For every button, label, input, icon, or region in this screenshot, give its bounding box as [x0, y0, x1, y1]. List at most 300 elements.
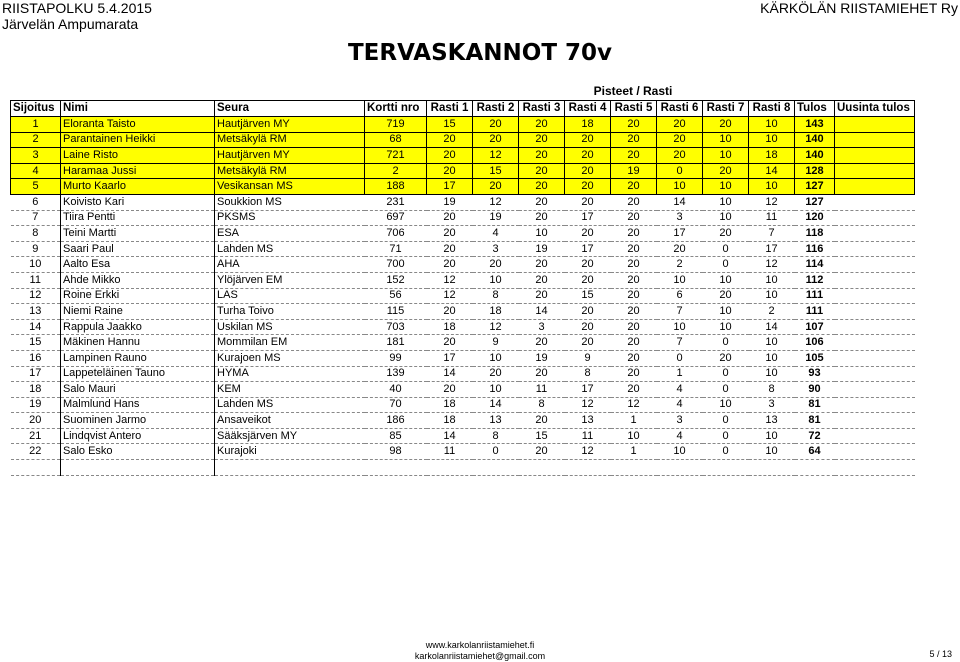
column-header: Rasti 4	[565, 101, 611, 117]
table-cell: 20	[519, 148, 565, 164]
table-cell: 20	[703, 226, 749, 242]
table-cell: Turha Toivo	[215, 304, 365, 320]
table-cell: 10	[749, 366, 795, 382]
table-cell: 19	[519, 350, 565, 366]
table-cell: 17	[427, 350, 473, 366]
table-cell: 20	[519, 163, 565, 179]
table-cell	[835, 366, 915, 382]
table-cell: 3	[657, 413, 703, 429]
table-cell: 1	[11, 117, 61, 133]
table-cell: 3	[657, 210, 703, 226]
column-header: Uusinta tulos	[835, 101, 915, 117]
table-cell: KEM	[215, 382, 365, 398]
table-cell: Lahden MS	[215, 241, 365, 257]
table-cell: 10	[657, 444, 703, 460]
column-header: Nimi	[61, 101, 215, 117]
table-cell: 20	[703, 163, 749, 179]
table-cell	[215, 460, 365, 476]
table-cell: 0	[703, 413, 749, 429]
table-cell	[835, 179, 915, 195]
footer-website: www.karkolanriistamiehet.fi	[425, 640, 535, 650]
table-cell: Saari Paul	[61, 241, 215, 257]
table-cell	[835, 241, 915, 257]
points-group-header: Pisteet / Rasti	[593, 84, 673, 98]
table-cell: 20	[519, 179, 565, 195]
table-cell: 12	[565, 397, 611, 413]
table-cell: 8	[473, 288, 519, 304]
table-cell: 20	[519, 413, 565, 429]
table-cell	[835, 304, 915, 320]
table-cell: 14	[427, 428, 473, 444]
table-cell: 700	[365, 257, 427, 273]
table-cell: 8	[473, 428, 519, 444]
table-cell	[835, 460, 915, 476]
table-cell: 12	[427, 272, 473, 288]
table-cell: PKSMS	[215, 210, 365, 226]
table-cell	[835, 397, 915, 413]
page-number: 5 / 13	[929, 649, 952, 659]
table-cell: ESA	[215, 226, 365, 242]
table-row	[11, 210, 915, 226]
table-cell: Tiira Pentti	[61, 210, 215, 226]
table-cell	[427, 460, 473, 476]
table-cell	[835, 288, 915, 304]
venue: Järvelän Ampumarata	[2, 16, 139, 32]
table-cell: 1	[611, 413, 657, 429]
table-row	[11, 366, 915, 382]
table-cell: 719	[365, 117, 427, 133]
table-cell	[835, 257, 915, 273]
table-cell: 14	[11, 319, 61, 335]
table-cell: 10	[749, 288, 795, 304]
table-cell	[835, 148, 915, 164]
table-cell: 115	[365, 304, 427, 320]
table-cell: 20	[703, 350, 749, 366]
table-cell: 152	[365, 272, 427, 288]
table-row	[11, 148, 915, 164]
table-cell: Hautjärven MY	[215, 117, 365, 133]
table-cell: 12	[749, 194, 795, 210]
table-cell: 20	[565, 272, 611, 288]
table-cell: 40	[365, 382, 427, 398]
table-cell: 20	[427, 132, 473, 148]
table-cell: 20	[611, 288, 657, 304]
table-cell: 20	[611, 272, 657, 288]
table-cell: 2	[749, 304, 795, 320]
table-cell: 10	[703, 397, 749, 413]
table-cell: 111	[795, 304, 835, 320]
table-cell: 10	[749, 428, 795, 444]
table-cell: 71	[365, 241, 427, 257]
table-cell: 107	[795, 319, 835, 335]
table-cell: 20	[519, 366, 565, 382]
table-cell: 0	[703, 257, 749, 273]
table-row	[11, 194, 915, 210]
column-header: Rasti 3	[519, 101, 565, 117]
table-cell: 15	[565, 288, 611, 304]
table-row	[11, 428, 915, 444]
table-cell: 11	[519, 382, 565, 398]
table-cell: 20	[519, 194, 565, 210]
table-cell: 8	[565, 366, 611, 382]
header-left	[2, 0, 152, 32]
table-cell: 20	[11, 413, 61, 429]
table-cell: 17	[565, 382, 611, 398]
table-cell: 18	[11, 382, 61, 398]
table-cell: 10	[749, 335, 795, 351]
table-cell	[835, 382, 915, 398]
table-cell	[835, 194, 915, 210]
table-cell	[703, 460, 749, 476]
table-cell: 15	[519, 428, 565, 444]
table-row	[11, 179, 915, 195]
table-cell	[835, 413, 915, 429]
table-cell: 20	[519, 288, 565, 304]
table-cell	[835, 163, 915, 179]
table-row	[11, 382, 915, 398]
table-cell: Aalto Esa	[61, 257, 215, 273]
table-cell: 20	[565, 132, 611, 148]
table-cell	[835, 272, 915, 288]
table-cell: 4	[657, 428, 703, 444]
table-cell: Lahden MS	[215, 397, 365, 413]
table-cell	[519, 460, 565, 476]
table-cell: 18	[749, 148, 795, 164]
table-row	[11, 335, 915, 351]
table-cell: 20	[703, 288, 749, 304]
table-cell: Ansaveikot	[215, 413, 365, 429]
table-cell: LAS	[215, 288, 365, 304]
table-cell: 17	[565, 210, 611, 226]
table-cell: 10	[703, 132, 749, 148]
column-header: Kortti nro	[365, 101, 427, 117]
table-cell: 0	[703, 428, 749, 444]
table-row	[11, 319, 915, 335]
table-cell: 20	[519, 272, 565, 288]
table-cell: 20	[427, 241, 473, 257]
table-cell	[835, 226, 915, 242]
table-row	[11, 460, 915, 476]
table-cell: Kurajoki	[215, 444, 365, 460]
table-cell: 20	[519, 132, 565, 148]
column-header: Seura	[215, 101, 365, 117]
table-cell: 12	[473, 194, 519, 210]
table-row	[11, 257, 915, 273]
table-cell: 13	[11, 304, 61, 320]
table-cell: Kurajoen MS	[215, 350, 365, 366]
table-cell: 0	[703, 335, 749, 351]
event-title: RIISTAPOLKU 5.4.2015	[2, 0, 152, 16]
results-table	[10, 100, 915, 476]
table-row	[11, 288, 915, 304]
table-cell: Soukkion MS	[215, 194, 365, 210]
table-cell: 19	[519, 241, 565, 257]
table-header-row	[11, 101, 915, 117]
table-cell: 85	[365, 428, 427, 444]
table-cell: 20	[473, 117, 519, 133]
column-header: Rasti 8	[749, 101, 795, 117]
table-cell: 10	[749, 179, 795, 195]
table-cell: 20	[611, 226, 657, 242]
table-cell	[835, 210, 915, 226]
table-row	[11, 304, 915, 320]
table-cell: 4	[11, 163, 61, 179]
table-cell: 120	[795, 210, 835, 226]
table-cell: 0	[657, 163, 703, 179]
table-cell: 8	[749, 382, 795, 398]
table-cell: 14	[519, 304, 565, 320]
table-cell: Rappula Jaakko	[61, 319, 215, 335]
table-cell: HYMA	[215, 366, 365, 382]
table-cell: 20	[427, 257, 473, 273]
table-cell: Hautjärven MY	[215, 148, 365, 164]
table-cell: 20	[657, 132, 703, 148]
table-cell: 697	[365, 210, 427, 226]
table-cell	[835, 319, 915, 335]
table-cell: 12	[749, 257, 795, 273]
footer-email: karkolanriistamiehet@gmail.com	[414, 651, 546, 661]
table-cell: Laine Risto	[61, 148, 215, 164]
table-cell: 20	[565, 257, 611, 273]
table-cell: 721	[365, 148, 427, 164]
table-cell: 15	[11, 335, 61, 351]
table-cell: 10	[749, 444, 795, 460]
table-cell: 19	[611, 163, 657, 179]
table-cell: 9	[11, 241, 61, 257]
table-row	[11, 350, 915, 366]
table-cell: Niemi Raine	[61, 304, 215, 320]
table-cell: 20	[657, 148, 703, 164]
table-cell: 93	[795, 366, 835, 382]
table-cell: 10	[657, 179, 703, 195]
table-cell: 20	[703, 117, 749, 133]
table-cell: 7	[657, 304, 703, 320]
table-cell: Murto Kaarlo	[61, 179, 215, 195]
table-cell: 105	[795, 350, 835, 366]
table-row	[11, 444, 915, 460]
table-cell: 10	[519, 226, 565, 242]
table-cell: 19	[11, 397, 61, 413]
table-cell: 12	[11, 288, 61, 304]
table-cell: Malmlund Hans	[61, 397, 215, 413]
table-cell	[835, 350, 915, 366]
table-cell: Salo Esko	[61, 444, 215, 460]
table-cell: Lappeteläinen Tauno	[61, 366, 215, 382]
table-cell: 20	[473, 366, 519, 382]
table-cell: 20	[565, 319, 611, 335]
table-cell: 68	[365, 132, 427, 148]
table-cell: 17	[427, 179, 473, 195]
table-cell: 4	[473, 226, 519, 242]
table-cell: 10	[473, 272, 519, 288]
table-cell: 7	[657, 335, 703, 351]
table-cell: 1	[611, 444, 657, 460]
table-cell: 20	[611, 257, 657, 273]
table-cell: 10	[703, 179, 749, 195]
column-header: Rasti 5	[611, 101, 657, 117]
table-cell: 98	[365, 444, 427, 460]
table-cell: 2	[365, 163, 427, 179]
table-cell: Suominen Jarmo	[61, 413, 215, 429]
table-cell: 20	[657, 241, 703, 257]
table-cell: 10	[611, 428, 657, 444]
table-cell: 10	[11, 257, 61, 273]
table-cell: 10	[749, 272, 795, 288]
table-cell: 111	[795, 288, 835, 304]
table-cell: 20	[565, 179, 611, 195]
table-cell: 22	[11, 444, 61, 460]
table-cell	[365, 460, 427, 476]
table-cell: 3	[473, 241, 519, 257]
table-cell: 9	[473, 335, 519, 351]
table-cell	[795, 460, 835, 476]
table-cell: 10	[657, 272, 703, 288]
table-cell: AHA	[215, 257, 365, 273]
table-row	[11, 241, 915, 257]
table-cell	[835, 132, 915, 148]
table-cell: 116	[795, 241, 835, 257]
table-cell: 703	[365, 319, 427, 335]
table-cell: 10	[703, 194, 749, 210]
table-cell: 17	[749, 241, 795, 257]
table-row	[11, 226, 915, 242]
table-cell: 81	[795, 397, 835, 413]
table-cell: 10	[703, 319, 749, 335]
table-cell: 10	[749, 350, 795, 366]
table-cell: 20	[611, 319, 657, 335]
table-cell: Vesikansan MS	[215, 179, 365, 195]
table-cell: 20	[427, 210, 473, 226]
table-cell: 7	[749, 226, 795, 242]
table-cell: 20	[427, 304, 473, 320]
table-cell: 17	[11, 366, 61, 382]
table-cell: 20	[519, 257, 565, 273]
column-header: Rasti 6	[657, 101, 703, 117]
table-row	[11, 272, 915, 288]
table-cell: 20	[427, 148, 473, 164]
table-cell: 20	[611, 304, 657, 320]
table-cell: 0	[703, 444, 749, 460]
table-body	[11, 117, 915, 476]
column-header: Tulos	[795, 101, 835, 117]
table-cell: 20	[611, 132, 657, 148]
table-cell	[657, 460, 703, 476]
table-cell: 140	[795, 132, 835, 148]
table-cell: Sääksjärven MY	[215, 428, 365, 444]
table-cell: 20	[519, 444, 565, 460]
table-cell: 188	[365, 179, 427, 195]
table-cell: 1	[657, 366, 703, 382]
table-cell: 11	[749, 210, 795, 226]
table-cell: 18	[565, 117, 611, 133]
table-cell: 20	[565, 148, 611, 164]
table-cell: 127	[795, 179, 835, 195]
table-cell: 13	[565, 413, 611, 429]
table-cell: 186	[365, 413, 427, 429]
table-cell: Teini Martti	[61, 226, 215, 242]
table-cell	[749, 460, 795, 476]
table-cell	[835, 117, 915, 133]
table-cell: 11	[427, 444, 473, 460]
table-cell: 20	[565, 304, 611, 320]
table-cell: 127	[795, 194, 835, 210]
table-cell: 20	[565, 163, 611, 179]
table-cell: Eloranta Taisto	[61, 117, 215, 133]
table-cell: 20	[473, 132, 519, 148]
table-cell: 12	[473, 319, 519, 335]
table-cell: 10	[703, 210, 749, 226]
table-cell: Metsäkylä RM	[215, 163, 365, 179]
table-cell: 3	[11, 148, 61, 164]
table-cell: 10	[703, 272, 749, 288]
table-cell: 20	[611, 382, 657, 398]
table-cell: 13	[473, 413, 519, 429]
table-cell: 20	[473, 179, 519, 195]
table-cell: Metsäkylä RM	[215, 132, 365, 148]
table-cell: 143	[795, 117, 835, 133]
table-cell: 4	[657, 397, 703, 413]
table-cell: 13	[749, 413, 795, 429]
table-cell: 2	[657, 257, 703, 273]
table-cell: 0	[703, 366, 749, 382]
table-cell: 81	[795, 413, 835, 429]
table-cell: 64	[795, 444, 835, 460]
table-cell: 10	[657, 319, 703, 335]
table-cell: 20	[611, 148, 657, 164]
table-cell: 20	[565, 335, 611, 351]
table-cell: Lindqvist Antero	[61, 428, 215, 444]
table-cell: 3	[519, 319, 565, 335]
table-row	[11, 163, 915, 179]
table-row	[11, 397, 915, 413]
table-cell: 20	[611, 194, 657, 210]
table-cell: 18	[427, 319, 473, 335]
table-cell: 181	[365, 335, 427, 351]
table-cell: 7	[11, 210, 61, 226]
organizer: KÄRKÖLÄN RIISTAMIEHET Ry	[760, 0, 958, 16]
table-cell	[835, 444, 915, 460]
table-cell: 16	[11, 350, 61, 366]
table-cell: 10	[473, 382, 519, 398]
table-cell: 20	[657, 117, 703, 133]
table-cell	[611, 460, 657, 476]
table-cell: 3	[749, 397, 795, 413]
column-header: Rasti 7	[703, 101, 749, 117]
table-cell: 20	[427, 335, 473, 351]
table-cell: 14	[749, 319, 795, 335]
table-cell: 20	[473, 257, 519, 273]
table-cell: 70	[365, 397, 427, 413]
table-cell: Parantainen Heikki	[61, 132, 215, 148]
table-cell: 20	[611, 117, 657, 133]
table-cell: 114	[795, 257, 835, 273]
table-cell: 20	[427, 163, 473, 179]
table-cell: Ahde Mikko	[61, 272, 215, 288]
table-cell: 14	[473, 397, 519, 413]
table-row	[11, 117, 915, 133]
table-cell: 10	[473, 350, 519, 366]
table-cell: Roine Erkki	[61, 288, 215, 304]
table-cell: 4	[657, 382, 703, 398]
table-cell: 20	[565, 226, 611, 242]
table-cell: 20	[611, 366, 657, 382]
table-cell: 72	[795, 428, 835, 444]
table-cell: Mäkinen Hannu	[61, 335, 215, 351]
table-cell: 0	[703, 382, 749, 398]
table-cell: 10	[749, 117, 795, 133]
table-cell: 20	[611, 210, 657, 226]
table-cell: 11	[11, 272, 61, 288]
